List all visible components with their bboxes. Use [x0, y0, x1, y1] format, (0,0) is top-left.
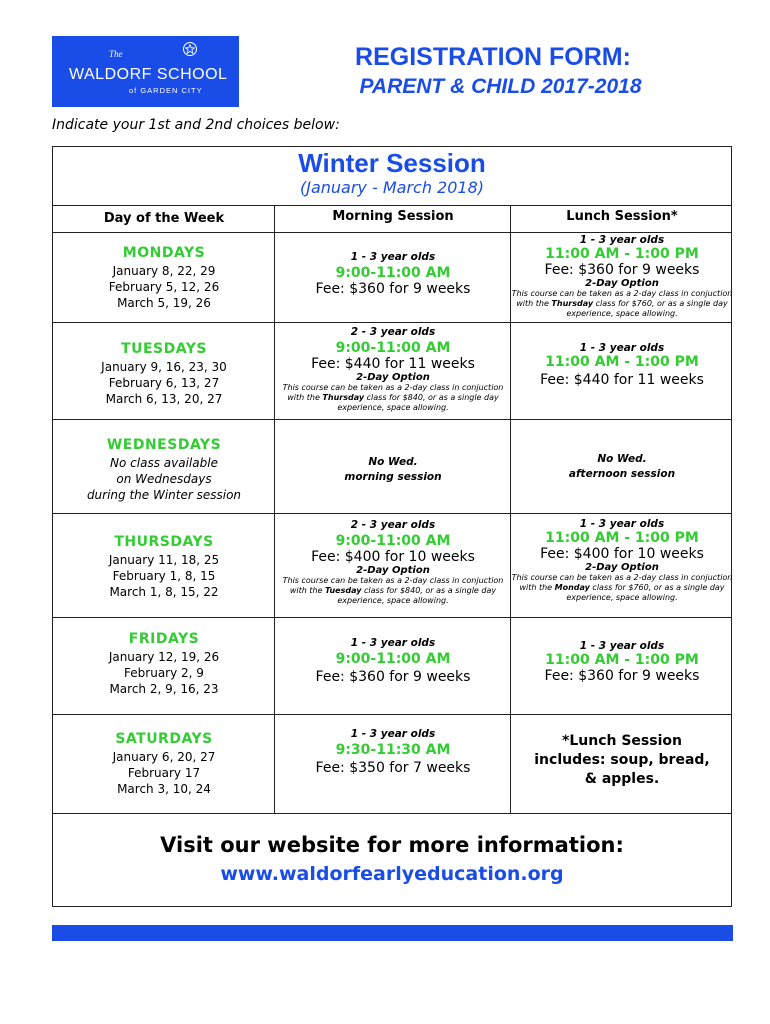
row-wednesday-morning [275, 455, 511, 485]
logo-subname: of GARDEN CITY [129, 86, 203, 95]
age-group: 1 - 3 year olds [350, 251, 436, 263]
row-tuesday-day [53, 341, 275, 407]
form-title: REGISTRATION FORM: [355, 43, 631, 71]
day-name: FRIDAYS [128, 631, 200, 647]
row-wednesday-lunch [511, 452, 733, 482]
session-time: 9:30-11:30 AM [335, 742, 451, 758]
row-monday-lunch[interactable] [511, 234, 733, 319]
no-session-text: No Wed. afternoon session [568, 453, 676, 480]
divider [53, 617, 731, 618]
row-friday-lunch[interactable] [511, 640, 733, 684]
column-header-lunch: Lunch Session* [566, 209, 678, 224]
session-time: 11:00 AM - 1:00 PM [545, 354, 699, 370]
row-saturday-day [53, 731, 275, 797]
session-fee: Fee: $360 for 9 weeks [544, 262, 700, 278]
session-fee: Fee: $360 for 9 weeks [544, 668, 700, 684]
age-group: 1 - 3 year olds [350, 637, 436, 649]
option-note: This course can be taken as a 2-day class in conjuction with the Tuesday class for $840, or as a single day experience, space allowing. [282, 576, 504, 605]
session-title: Winter Session [298, 148, 486, 178]
session-time: 9:00-11:00 AM [335, 533, 451, 549]
row-tuesday-morning[interactable] [275, 326, 511, 413]
website-link[interactable]: www.waldorfearlyeducation.org [220, 863, 564, 885]
logo-the: The [109, 49, 123, 59]
row-saturday-morning[interactable] [275, 728, 511, 776]
logo-name: WALDORF SCHOOL [69, 66, 228, 83]
session-fee: Fee: $440 for 11 weeks [540, 372, 704, 388]
age-group: 1 - 3 year olds [579, 234, 665, 246]
session-fee: Fee: $400 for 10 weeks [311, 549, 475, 565]
lunch-session-note: *Lunch Session includes: soup, bread, & apples. [534, 733, 710, 787]
age-group: 1 - 3 year olds [579, 518, 665, 530]
form-subtitle: PARENT & CHILD 2017-2018 [359, 75, 642, 98]
divider [53, 813, 731, 814]
session-time: 9:00-11:00 AM [335, 340, 451, 356]
footer-heading: Visit our website for more information: [160, 833, 624, 857]
row-monday-morning[interactable] [275, 251, 511, 297]
row-saturday-lunch [511, 732, 733, 789]
age-group: 1 - 3 year olds [579, 342, 665, 354]
age-group: 1 - 3 year olds [579, 640, 665, 652]
divider [53, 419, 731, 420]
row-thursday-day [53, 534, 275, 600]
schedule-table [52, 146, 732, 907]
age-group: 2 - 3 year olds [350, 519, 436, 531]
age-group: 2 - 3 year olds [350, 326, 436, 338]
session-fee: Fee: $360 for 9 weeks [315, 669, 471, 685]
day-name: SATURDAYS [115, 731, 213, 747]
option-note: This course can be taken as a 2-day class in conjuction with the Thursday class for $840, or as a single day experience, space allowing. [282, 383, 504, 412]
school-logo [52, 36, 239, 107]
instruction-text: Indicate your 1st and 2nd choices below: [52, 117, 340, 133]
two-day-option: 2-Day Option [356, 372, 430, 383]
divider [53, 714, 731, 715]
day-name: WEDNESDAYS [106, 437, 222, 453]
row-friday-day [53, 631, 275, 697]
session-time: 9:00-11:00 AM [335, 265, 451, 281]
day-dates: No class available on Wednesdays during the Winter session [86, 456, 242, 502]
option-note: This course can be taken as a 2-day class in conjuction with the Monday class for $760, or as a single day experience, space allowing. [511, 573, 733, 602]
session-fee: Fee: $350 for 7 weeks [315, 760, 471, 776]
no-session-text: No Wed. morning session [344, 456, 442, 483]
two-day-option: 2-Day Option [356, 565, 430, 576]
row-thursday-morning[interactable] [275, 519, 511, 606]
bottom-bar [52, 925, 733, 941]
day-dates: January 11, 18, 25 February 1, 8, 15 March 1, 8, 15, 22 [108, 553, 220, 599]
session-time: 9:00-11:00 AM [335, 651, 451, 667]
two-day-option: 2-Day Option [585, 278, 659, 289]
row-wednesday-day [53, 437, 275, 503]
session-time: 11:00 AM - 1:00 PM [545, 530, 699, 546]
row-monday-day [53, 245, 275, 311]
session-fee: Fee: $440 for 11 weeks [311, 356, 475, 372]
star-emblem-icon [183, 42, 197, 56]
divider [53, 205, 731, 206]
age-group: 1 - 3 year olds [350, 728, 436, 740]
row-thursday-lunch[interactable] [511, 518, 733, 603]
day-name: THURSDAYS [114, 534, 214, 550]
row-friday-morning[interactable] [275, 637, 511, 685]
column-header-morning: Morning Session [332, 209, 454, 224]
day-dates: January 9, 16, 23, 30 February 6, 13, 27 March 6, 13, 20, 27 [101, 360, 227, 406]
session-fee: Fee: $400 for 10 weeks [540, 546, 704, 562]
session-dates: (January - March 2018) [299, 178, 484, 197]
divider [53, 232, 731, 233]
day-name: TUESDAYS [121, 341, 207, 357]
session-time: 11:00 AM - 1:00 PM [545, 652, 699, 668]
column-header-day: Day of the Week [103, 211, 225, 226]
row-tuesday-lunch[interactable] [511, 342, 733, 388]
day-dates: January 8, 22, 29 February 5, 12, 26 March 5, 19, 26 [108, 264, 220, 310]
option-note: This course can be taken as a 2-day class in conjuction with the Thursday class for $760, or as a single day experience, space allowing. [511, 289, 733, 318]
divider [53, 513, 731, 514]
two-day-option: 2-Day Option [585, 562, 659, 573]
day-name: MONDAYS [122, 245, 206, 261]
divider [53, 322, 731, 323]
session-fee: Fee: $360 for 9 weeks [315, 281, 471, 297]
day-dates: January 12, 19, 26 February 2, 9 March 2, 9, 16, 23 [108, 650, 220, 696]
session-time: 11:00 AM - 1:00 PM [545, 246, 699, 262]
day-dates: January 6, 20, 27 February 17 March 3, 10, 24 [112, 750, 216, 796]
